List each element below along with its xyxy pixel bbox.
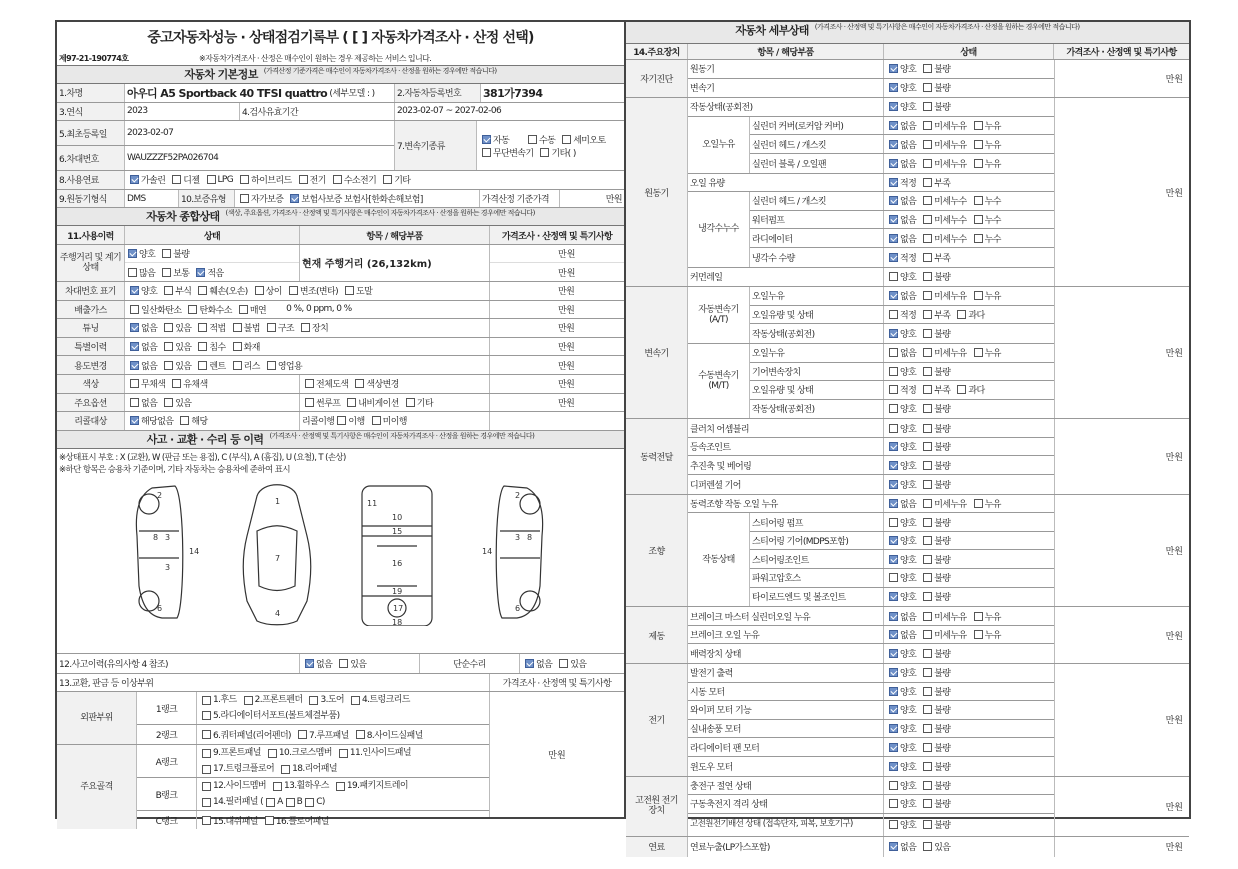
part-number: 11 [367, 498, 378, 508]
detail-header: 자동차 세부상태 (가격조사 · 산정액 및 특기사항은 매수인이 자동차가격조사 · 산정을 원하는 경우에만 적습니다) [626, 22, 1189, 44]
t1-minor[interactable] [923, 291, 932, 300]
e5-low[interactable] [923, 178, 932, 187]
b3-bad[interactable] [923, 649, 932, 658]
part-number: 4 [275, 608, 281, 618]
part-wheelhouse-checkbox[interactable] [273, 782, 282, 791]
part-number: 2 [515, 490, 521, 500]
part-number: 1 [275, 496, 281, 506]
part-fender-checkbox[interactable] [244, 696, 253, 705]
t4-leak[interactable] [974, 348, 983, 357]
emission-value: 0 %, 0 ppm, 0 % [286, 304, 352, 315]
tuning-device-checkbox[interactable] [301, 323, 310, 332]
st3-good[interactable] [889, 536, 898, 545]
doc-title: 중고자동차성능 · 상태점검기록부 ( [ ] 자동차가격조사 · 산정 선택) [147, 30, 534, 46]
h2-bad[interactable] [923, 799, 932, 808]
basic-header: 자동차 기본정보 (가격산정 기준가격은 매수인이 자동차가격조사 · 산정을 원하는 경우에만 적습니다) [57, 66, 624, 84]
t7-bad[interactable] [923, 404, 932, 413]
el2-bad[interactable] [923, 687, 932, 696]
mileage-low-checkbox[interactable] [196, 268, 205, 277]
inspect-label: 4.검사유효기간 [240, 103, 395, 121]
fuel-options: 가솔린 디젤 LPG 하이브리드 전기 수소전기 기타 [125, 171, 624, 189]
group-transmission: 변속기 자동변속기 (A/T) 오일누유 없음 미세누유 누유 오일유량 및 상태 적정 부족 과다 작동상태(공회전) 양호 불량 수동변속기 (M/T) 오일누유 없음 미세누유 누유 기어변속장치 양호 불량 오일유량 및 상태 적정 부족 과다 작동상태(공회전) 양호 불량 만원 [626, 287, 1189, 419]
e9-ok[interactable] [889, 253, 898, 262]
accident-header: 사고 · 교환 · 수리 등 이력 (가격조사 · 산정액 및 특기사항은 매수인이 자동차가격조사 · 산정을 원하는 경우에만 적습니다) [57, 431, 624, 449]
recall-na-checkbox[interactable] [130, 416, 139, 425]
legend-line-2: ※하단 항목은 승용차 기준이며, 기타 자동차는 승용차에 준하여 표시 [59, 464, 290, 475]
e1-good[interactable] [889, 102, 898, 111]
st2-good[interactable] [889, 518, 898, 527]
trans-manual-checkbox[interactable] [528, 135, 537, 144]
usage-business-checkbox[interactable] [267, 361, 276, 370]
vin-mark-damage-checkbox[interactable] [198, 286, 207, 295]
doc-note: ※자동차가격조사 · 산정은 매수인이 원하는 경우 제공하는 서비스 입니다. [199, 54, 432, 63]
part-number: 3 [165, 562, 171, 572]
basic-info: 1.차명 아우디 A5 Sportback 40 TFSI quattro (세부모델 : ) 2.자동차등록번호 381가7394 3.연식 2023 4.검사유효기간 2023-02-07 ~ 2027-02-06 5.최초등록일 2023-02-07 6.차대번호 WAUZZZF52PA026704 7.변속기종류 자동 수동 세미오토 무단변속기 기타( ) 8.사용연료 가솔린 디젤 LPG 하이브리드 전기 수소전기 기타 9.원동기형식 DMS 10.보증유형 자가보증 보험사보증 보험사[한화손해보험] 가격산정 기준가격 만원 [57, 84, 624, 208]
part-number: 17 [393, 603, 404, 613]
p4-bad[interactable] [923, 480, 932, 489]
part-number: 16 [392, 558, 403, 568]
trans-other-checkbox[interactable] [540, 148, 549, 157]
t5-good[interactable] [889, 367, 898, 376]
inspect-period: 2023-02-07 ~ 2027-02-06 [397, 106, 502, 117]
part-number: 2 [157, 490, 163, 500]
h1-bad[interactable] [923, 781, 932, 790]
fuel-hybrid-checkbox[interactable] [240, 175, 249, 184]
wheel-icon [139, 494, 159, 514]
part-number: 3 [515, 532, 521, 542]
mileage-label: 주행거리 및 계기상태 [57, 245, 125, 281]
vin-mark-diff-checkbox[interactable] [255, 286, 264, 295]
b2-minor[interactable] [923, 630, 932, 639]
tuning-legal-checkbox[interactable] [198, 323, 207, 332]
part-crossmember-checkbox[interactable] [268, 749, 277, 758]
usage-yes-checkbox[interactable] [164, 361, 173, 370]
part-trunkfloor-checkbox[interactable] [202, 765, 211, 774]
t4-none[interactable] [889, 348, 898, 357]
wheel-icon [139, 591, 159, 611]
simple-none-checkbox[interactable] [525, 659, 534, 668]
part-frontpanel-checkbox[interactable] [202, 749, 211, 758]
b1-leak[interactable] [974, 612, 983, 621]
t3-good[interactable] [889, 329, 898, 338]
part-sidesill-checkbox[interactable] [356, 730, 365, 739]
doc-number: 제97-21-190774호 [59, 54, 129, 63]
f1-none[interactable] [889, 842, 898, 851]
part-number: 8 [527, 532, 533, 542]
st6-bad[interactable] [923, 592, 932, 601]
fuel-label: 8.사용연료 [57, 171, 125, 189]
e8-minor[interactable] [923, 234, 932, 243]
inspection-sheet [55, 20, 1191, 854]
options-other-checkbox[interactable] [406, 398, 415, 407]
e2-none[interactable] [889, 121, 898, 130]
mileage-value: 현재 주행거리 (26,132km) [300, 245, 490, 281]
e6-minor[interactable] [923, 196, 932, 205]
tuning-struct-checkbox[interactable] [267, 323, 276, 332]
h2-good[interactable] [889, 799, 898, 808]
emission-co-checkbox[interactable] [130, 305, 139, 314]
options-label: 주요옵션 [57, 394, 125, 412]
year-label: 3.연식 [57, 103, 125, 121]
fuel-hydrogen-checkbox[interactable] [333, 175, 342, 184]
car-name-label: 1.차명 [57, 84, 125, 102]
sd2-bad[interactable] [923, 83, 932, 92]
el4-good[interactable] [889, 724, 898, 733]
part-quarter-checkbox[interactable] [202, 730, 211, 739]
vin-mark-rust-checkbox[interactable] [164, 286, 173, 295]
e3-none[interactable] [889, 140, 898, 149]
mileage-bad-checkbox[interactable] [162, 249, 171, 258]
st1-leak[interactable] [974, 499, 983, 508]
e1-bad[interactable] [923, 102, 932, 111]
st5-bad[interactable] [923, 573, 932, 582]
usage-none-checkbox[interactable] [130, 361, 139, 370]
group-self-diag: 자기진단 원동기 양호 불량 변속기 양호 불량 만원 [626, 60, 1189, 98]
main-frame-label: 주요골격 [57, 745, 137, 829]
car-left-side [136, 486, 182, 618]
color-label: 색상 [57, 375, 125, 393]
e6-leak[interactable] [974, 196, 983, 205]
vin-mark-altered-checkbox[interactable] [289, 286, 298, 295]
warranty-self-checkbox[interactable] [240, 194, 249, 203]
sd1-bad[interactable] [923, 64, 932, 73]
e10-bad[interactable] [923, 272, 932, 281]
exchange-label: 13.교환, 판금 등 이상부위 [57, 674, 490, 692]
part-number: 19 [392, 586, 403, 596]
el1-good[interactable] [889, 668, 898, 677]
part-number: 15 [392, 526, 403, 536]
recall-notdone-checkbox[interactable] [372, 416, 381, 425]
b1-minor[interactable] [923, 612, 932, 621]
mileage-normal-checkbox[interactable] [162, 268, 171, 277]
tuning-none-checkbox[interactable] [130, 323, 139, 332]
group-engine: 원동기 작동상태(공회전) 양호 불량 오일누유 실린더 커버(로커암 커버) 없음 미세누유 누유 실린더 헤드 / 개스킷 없음 미세누유 누유 실린더 블록 / 오일팬 없음 미세누유 누유 오일 유량 적정 부족 냉각수누수 실린더 헤드 / 개스킷 없음 미세누수 누수 워터펌프 없음 미세누수 누수 라디에이터 없음 미세누수 누수 냉각수 수량 적정 부족 커먼레일 양호 불량 만원 [626, 98, 1189, 287]
price-label: 가격산정 기준가격 [480, 190, 560, 208]
reg-no: 381가7394 [483, 86, 543, 100]
el4-bad[interactable] [923, 724, 932, 733]
vin-mark-covered-checkbox[interactable] [345, 286, 354, 295]
first-reg-label: 5.최초등록일 [57, 121, 125, 145]
recall-item: 리콜이행 [302, 417, 335, 428]
options-none-checkbox[interactable] [130, 398, 139, 407]
part-number: 6 [515, 603, 521, 613]
color-achromatic-checkbox[interactable] [130, 379, 139, 388]
el5-good[interactable] [889, 743, 898, 752]
p3-good[interactable] [889, 461, 898, 470]
pillar-b-checkbox[interactable] [286, 798, 295, 807]
overall-header: 자동차 종합상태 (색상, 주요옵션, 가격조사 · 산정액 및 특기사항은 매수인이 자동차가격조사 · 산정을 원하는 경우에만 적습니다) [57, 208, 624, 226]
e3-minor[interactable] [923, 140, 932, 149]
price-unit: 만원 [605, 195, 622, 206]
part-number: 3 [165, 532, 171, 542]
color-change-checkbox[interactable] [355, 379, 364, 388]
trans-semi-checkbox[interactable] [562, 135, 571, 144]
part-sidemember-checkbox[interactable] [202, 782, 211, 791]
year: 2023 [125, 103, 240, 121]
st4-bad[interactable] [923, 555, 932, 564]
e4-minor[interactable] [923, 159, 932, 168]
recall-done-checkbox[interactable] [337, 416, 346, 425]
warranty-label: 10.보증유형 [179, 190, 235, 208]
special-yes-checkbox[interactable] [164, 342, 173, 351]
exchange-table: 외판부위 1랭크 1.후드 2.프론트펜더 3.도어 4.트렁크리드 5.라디에이터서포트(볼트체결부품) 2랭크 6.쿼터패널(리어펜더) 7.루프패널 8.사이드실패널 주요골격 A랭크 9.프론트패널 10.크로스멤버 11.인사이드패널 17.트렁크플로어 18.리어패널 B랭크 12.사이드멤버 13.휠하우스 19.패키지트레이 14.필러패널 ( A B C) C랭크 15.대쉬패널 16.플로어패널 만원 [57, 692, 624, 817]
e2-minor[interactable] [923, 121, 932, 130]
p1-good[interactable] [889, 424, 898, 433]
h3-bad[interactable] [923, 820, 932, 829]
part-insidepanel-checkbox[interactable] [339, 749, 348, 758]
t7-good[interactable] [889, 404, 898, 413]
b2-leak[interactable] [974, 630, 983, 639]
group-high-voltage: 고전원 전기장치 충전구 절연 상태 양호 불량 구동축전지 격리 상태 양호 불량 고전원전기배선 상태 (접속단자, 피복, 보호기구) 양호 불량 만원 [626, 777, 1189, 837]
b3-good[interactable] [889, 649, 898, 658]
e6-none[interactable] [889, 196, 898, 205]
group-brake: 제동 브레이크 마스터 실린더오일 누유 없음 미세누유 누유 브레이크 오일 누유 없음 미세누유 누유 배력장치 상태 양호 불량 만원 [626, 607, 1189, 664]
car-detail: (세부모델 : ) [329, 89, 375, 100]
wheel-icon [520, 591, 540, 611]
group-power: 동력전달 클러치 어셈블리 양호 불량 등속조인트 양호 불량 추진축 및 베어링 양호 불량 디퍼렌셜 기어 양호 불량 만원 [626, 419, 1189, 494]
st5-good[interactable] [889, 573, 898, 582]
fuel-other-checkbox[interactable] [383, 175, 392, 184]
left-column: 중고자동차성능 · 상태점검기록부 ( [ ] 자동차가격조사 · 산정 선택) 제97-21-190774호 ※자동차가격조사 · 산정은 매수인이 원하는 경우 제공하는 서비스 입니다. 자동차 기본정보 (가격산정 기준가격은 매수인이 자동차가격조사 · 산정을 원하는 경우에만 적습니다) 1.차명 아우디 A5 Sportback 40 TFSI quattro (세부모델 : ) 2.자동차등록번호 381가7394 3.연식 2023 4.검사유효기간 2023-02-07 ~ 2027-02-06 5.최초등록일 2023-02-07 6.차대번호 WAUZZZF52PA026704 7.변속기종류 자동 수동 세미오토 무단변속기 기타( ) 8.사용연료 가솔린 디젤 LPG 하이브리드 전기 수소전기 기타 9.원동기형식 DMS 10.보증유형 자가보증 보험사보증 보험사[한화손해보험] 가격산정 기준가격 만원 자동차 종합상태 (색상, 주요옵션, 가격조사 · 산정액 및 특기사항은 매수인이 자동차가격조사 · 산정을 원하는 경우에만 적습니다) 11.사용이력 상태 항목 / 해당부품 가격조사 · 산정액 및 특기사항 주행거리 및 계기상태 양호 불량 많음 보통 적음 현재 주행거리 (26,132km) 만원 만원 차대번호 표기 양호 부식 훼손(오손) 상이 변조(변타) 도말 만원 배출가스 일산화탄소 탄화수소 매연 0 %, 0 ppm, 0 % 만원 튜닝 없음 있음 적법 불법 구조 장치 만원 특별이력 없음 있음 침수 화재 만원 용도변경 없음 있음 렌트 리스 영업용 만원 색상 무채색 유채색 전체도색 색상변경 만원 주요옵션 없음 있음 썬루프 내비게이션 기타 만원 리콜대상 해당없음 해당 리콜이행 이행 미이행 사고 · 교환 · 수리 등 이력 (가격조사 · 산정액 및 특기사항은 매수인이 자동차가격조사 · 산정을 원하는 경우에만 적습니다) ※상태표시 부호 : X (교환), W (판금 또는 용접), C (부식), A (흠집), U (요철), T (손상) ※하단 항목은 승용차 기준이며, 기타 자동차는 승용차에 준하여 표시 2 8 3 3 6 14 1 7 4 11 10 15 16 19 17 18 2 3 8 6 14 12.사고이력(유의사항 4 참조) 없음 있음 단순수리 없음 있음 13.교환, 판금 등 이상부위 가격조사 · 산정액 및 특기사항 외판부위 1랭크 1.후드 2.프론트펜더 3.도어 4.트렁크리드 5.라디에이터서포트(볼트체결부품) 2랭크 6.쿼터패널(리어펜더) 7.루프패널 8.사이드실패널 주요골격 A랭크 9.프론트패널 10.크로스멤버 11.인사이드패널 17.트렁크플로어 18.리어패널 B랭크 12.사이드멤버 13.휠하우스 19.패키지트레이 14.필러패널 ( A B C) C랭크 15.대쉬패널 16.플로어패널 만원 [57, 22, 626, 817]
st6-good[interactable] [889, 592, 898, 601]
emission-smoke-checkbox[interactable] [239, 305, 248, 314]
emission-hc-checkbox[interactable] [188, 305, 197, 314]
pillar-c-checkbox[interactable] [305, 798, 314, 807]
h1-good[interactable] [889, 781, 898, 790]
part-radsupport-checkbox[interactable] [202, 711, 211, 720]
sd2-good[interactable] [889, 83, 898, 92]
t5-bad[interactable] [923, 367, 932, 376]
outer-label: 외판부위 [57, 692, 137, 744]
part-number: 7 [275, 553, 281, 563]
group-fuel: 연료 연료누출(LP가스포함) 없음 있음 만원 [626, 837, 1189, 857]
fuel-lpg-checkbox[interactable] [207, 175, 216, 184]
wheel-icon [520, 494, 540, 514]
part-door-checkbox[interactable] [309, 696, 318, 705]
car-diagram-svg [57, 476, 622, 626]
el3-bad[interactable] [923, 705, 932, 714]
el6-bad[interactable] [923, 762, 932, 771]
part-roof-checkbox[interactable] [298, 730, 307, 739]
trans-auto-checkbox[interactable] [482, 135, 491, 144]
part-pillar-checkbox[interactable] [202, 798, 211, 807]
vin-mark-label: 차대번호 표기 [57, 282, 125, 300]
e9-low[interactable] [923, 253, 932, 262]
legend-line-1: ※상태표시 부호 : X (교환), W (판금 또는 용접), C (부식), A (흠집), U (요철), T (손상) [59, 452, 346, 463]
simple-yes-checkbox[interactable] [559, 659, 568, 668]
t3-bad[interactable] [923, 329, 932, 338]
p1-bad[interactable] [923, 424, 932, 433]
usage-label: 용도변경 [57, 356, 125, 374]
e4-leak[interactable] [974, 159, 983, 168]
history-none-checkbox[interactable] [305, 659, 314, 668]
f1-yes[interactable] [923, 842, 932, 851]
el6-good[interactable] [889, 762, 898, 771]
e7-minor[interactable] [923, 215, 932, 224]
e4-none[interactable] [889, 159, 898, 168]
el2-good[interactable] [889, 687, 898, 696]
group-steering: 조향 동력조향 작동 오일 누유 없음 미세누유 누유 작동상태 스티어링 펌프 양호 불량 스티어링 기어(MDPS포함) 양호 불량 스티어링조인트 양호 불량 파워고압호스 양호 불량 타이로드엔드 및 볼조인트 양호 불량 만원 [626, 495, 1189, 608]
options-yes-checkbox[interactable] [164, 398, 173, 407]
options-nav-checkbox[interactable] [347, 398, 356, 407]
t4-minor[interactable] [923, 348, 932, 357]
vin-label: 6.차대번호 [57, 146, 125, 170]
el3-good[interactable] [889, 705, 898, 714]
recall-label: 리콜대상 [57, 412, 125, 430]
tuning-label: 튜닝 [57, 319, 125, 337]
part-number: 8 [153, 532, 159, 542]
motor: DMS [125, 190, 179, 208]
part-number: 14 [482, 546, 493, 556]
part-rearpanel-checkbox[interactable] [281, 765, 290, 774]
part-hood-checkbox[interactable] [202, 696, 211, 705]
part-dashpanel-checkbox[interactable] [202, 816, 211, 825]
car-diagram [57, 476, 624, 654]
history-label: 12.사고이력(유의사항 4 참조) [57, 654, 300, 673]
t1-none[interactable] [889, 291, 898, 300]
st4-good[interactable] [889, 555, 898, 564]
history-yes-checkbox[interactable] [339, 659, 348, 668]
exchange-price: 만원 [548, 751, 566, 762]
fuel-diesel-checkbox[interactable] [172, 175, 181, 184]
first-reg: 2023-02-07 [127, 128, 174, 139]
special-none-checkbox[interactable] [130, 342, 139, 351]
recall-yes-checkbox[interactable] [180, 416, 189, 425]
part-trunklid-checkbox[interactable] [351, 696, 360, 705]
part-number: 18 [392, 617, 403, 626]
st2-bad[interactable] [923, 518, 932, 527]
part-packagetray-checkbox[interactable] [336, 782, 345, 791]
e7-leak[interactable] [974, 215, 983, 224]
b1-none[interactable] [889, 612, 898, 621]
p2-good[interactable] [889, 442, 898, 451]
legend [57, 449, 624, 476]
special-fire-checkbox[interactable] [233, 342, 242, 351]
t6-low[interactable] [923, 385, 932, 394]
fuel-gasoline-checkbox[interactable] [130, 175, 139, 184]
part-number: 14 [189, 546, 200, 556]
sd1-good[interactable] [889, 64, 898, 73]
tuning-yes-checkbox[interactable] [164, 323, 173, 332]
part-number: 10 [392, 512, 403, 522]
e10-good[interactable] [889, 272, 898, 281]
st1-none[interactable] [889, 499, 898, 508]
color-chromatic-checkbox[interactable] [172, 379, 181, 388]
st3-bad[interactable] [923, 536, 932, 545]
st1-minor[interactable] [923, 499, 932, 508]
t2-ok[interactable] [889, 310, 898, 319]
part-number: 6 [157, 603, 163, 613]
el1-bad[interactable] [923, 668, 932, 677]
special-label: 특별이력 [57, 338, 125, 356]
emission-label: 배출가스 [57, 301, 125, 319]
right-column: 자동차 세부상태 (가격조사 · 산정액 및 특기사항은 매수인이 자동차가격조사 · 산정을 원하는 경우에만 적습니다) 14.주요장치 항목 / 해당부품 상태 가격조사 · 산정액 및 특기사항 자기진단 원동기 양호 불량 변속기 양호 불량 만원 원동기 작동상태(공회전) 양호 불량 오일누유 실린더 커버(로커암 커버) 없음 미세누유 누유 실린더 헤드 / 개스킷 없음 미세누유 누유 실린더 블록 / 오일팬 없음 미세누유 누유 오일 유량 적정 부족 냉각수누수 실린더 헤드 / 개스킷 없음 미세누수 누수 워터펌프 없음 미세누수 누수 라디에이터 없음 미세누수 누수 냉각수 수량 적정 부족 커먼레일 양호 불량 만원 변속기 자동변속기 (A/T) 오일누유 없음 미세누유 누유 오일유량 및 상태 적정 부족 과다 작동상태(공회전) 양호 불량 수동변속기 (M/T) 오일누유 없음 미세누유 누유 기어변속장치 양호 불량 오일유량 및 상태 적정 부족 과다 작동상태(공회전) 양호 불량 만원 동력전달 클러치 어셈블리 양호 불량 등속조인트 양호 불량 추진축 및 베어링 양호 불량 디퍼렌셜 기어 양호 불량 만원 조향 동력조향 작동 오일 누유 없음 미세누유 누유 작동상태 스티어링 펌프 양호 불량 스티어링 기어(MDPS포함) 양호 불량 스티어링조인트 양호 불량 파워고압호스 양호 불량 타이로드엔드 및 볼조인트 양호 불량 만원 제동 브레이크 마스터 실린더오일 누유 없음 미세누유 누유 브레이크 오일 누유 없음 미세누유 누유 배력장치 상태 양호 불량 만원 전기 발전기 출력 양호 불량 시동 모터 양호 불량 와이퍼 모터 기능 양호 불량 실내송풍 모터 양호 불량 라디에이터 팬 모터 양호 불량 윈도우 모터 양호 불량 만원 고전원 전기장치 충전구 절연 상태 양호 불량 구동축전지 격리 상태 양호 불량 고전원전기배선 상태 (접속단자, 피복, 보호기구) 양호 불량 만원 연료 연료누출(LP가스포함) 없음 있음 만원 [626, 22, 1189, 817]
color-full-paint-checkbox[interactable] [305, 379, 314, 388]
reg-no-label: 2.자동차등록번호 [395, 84, 481, 102]
simple-label: 단순수리 [420, 654, 520, 673]
t6-over[interactable] [957, 385, 966, 394]
e7-none[interactable] [889, 215, 898, 224]
vin: WAUZZZF52PA026704 [127, 153, 219, 164]
overall-table: 11.사용이력 상태 항목 / 해당부품 가격조사 · 산정액 및 특기사항 주행거리 및 계기상태 양호 불량 많음 보통 적음 현재 주행거리 (26,132km) 만원 만원 차대번호 표기 양호 부식 훼손(오손) 상이 변조(변타) 도말 만원 배출가스 일산화탄소 탄화수소 매연 0 %, 0 ppm, 0 % 만원 튜닝 없음 있음 적법 불법 구조 장치 만원 특별이력 없음 있음 침수 화재 만원 용도변경 없음 있음 렌트 리스 영업용 만원 색상 무채색 유채색 전체도색 색상변경 만원 주요옵션 없음 있음 썬루프 내비게이션 기타 만원 리콜대상 해당없음 해당 리콜이행 이행 미이행 [57, 226, 624, 430]
part-floorpanel-checkbox[interactable] [265, 816, 274, 825]
e8-leak[interactable] [974, 234, 983, 243]
e3-leak[interactable] [974, 140, 983, 149]
p4-good[interactable] [889, 480, 898, 489]
options-sunroof-checkbox[interactable] [305, 398, 314, 407]
t1-leak[interactable] [974, 291, 983, 300]
warranty-insurer-checkbox[interactable] [290, 194, 299, 203]
p2-bad[interactable] [923, 442, 932, 451]
tuning-illegal-checkbox[interactable] [233, 323, 242, 332]
p3-bad[interactable] [923, 461, 932, 470]
mileage-good-checkbox[interactable] [128, 249, 137, 258]
car-right-side [496, 486, 542, 618]
e5-ok[interactable] [889, 178, 898, 187]
special-flood-checkbox[interactable] [198, 342, 207, 351]
mileage-high-checkbox[interactable] [128, 268, 137, 277]
fuel-electric-checkbox[interactable] [299, 175, 308, 184]
e8-none[interactable] [889, 234, 898, 243]
group-electric: 전기 발전기 출력 양호 불량 시동 모터 양호 불량 와이퍼 모터 기능 양호 불량 실내송풍 모터 양호 불량 라디에이터 팬 모터 양호 불량 윈도우 모터 양호 불량 만원 [626, 664, 1189, 777]
trans-label: 7.변속기종류 [395, 121, 477, 170]
motor-label: 9.원동기형식 [57, 190, 125, 208]
el5-bad[interactable] [923, 743, 932, 752]
trans-options: 자동 수동 세미오토 무단변속기 기타( ) [477, 121, 624, 170]
h3-good[interactable] [889, 820, 898, 829]
usage-rent-checkbox[interactable] [198, 361, 207, 370]
trans-cvt-checkbox[interactable] [482, 148, 491, 157]
t2-low[interactable] [923, 310, 932, 319]
usage-lease-checkbox[interactable] [233, 361, 242, 370]
pillar-a-checkbox[interactable] [266, 798, 275, 807]
b2-none[interactable] [889, 630, 898, 639]
vin-mark-good-checkbox[interactable] [130, 286, 139, 295]
t2-over[interactable] [957, 310, 966, 319]
e2-leak[interactable] [974, 121, 983, 130]
car-name: 아우디 A5 Sportback 40 TFSI quattro [127, 86, 328, 100]
t6-ok[interactable] [889, 385, 898, 394]
